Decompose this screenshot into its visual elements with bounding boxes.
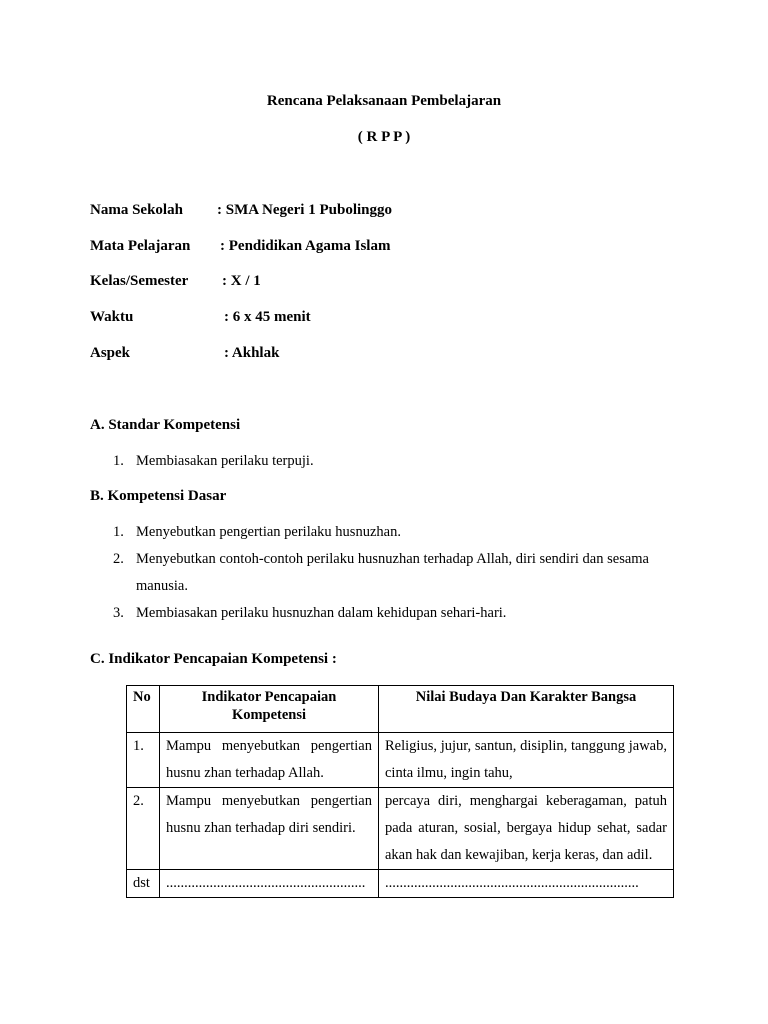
school-name-value: : SMA Negeri 1 Pubolinggo <box>217 202 392 218</box>
list-item-number: 3. <box>113 605 124 621</box>
time-value: : 6 x 45 menit <box>224 309 311 325</box>
subject-value: : Pendidikan Agama Islam <box>220 238 391 254</box>
header-values: Nilai Budaya Dan Karakter Bangsa <box>379 686 674 733</box>
table-row <box>127 788 674 870</box>
list-item-number: 1. <box>113 524 124 540</box>
aspect-label: Aspek <box>90 345 131 361</box>
indicator-table <box>126 685 674 898</box>
time-label: Waktu <box>90 309 134 325</box>
aspect-value: : Akhlak <box>224 345 280 361</box>
list-item-number: 2. <box>113 551 124 567</box>
cell-no: 1. <box>127 733 160 788</box>
section-c-heading: C. Indikator Pencapaian Kompetensi : <box>90 651 337 667</box>
header-no: No <box>127 686 160 733</box>
cell-indicator: ....................................................... <box>160 870 379 898</box>
table-header-row <box>127 686 674 733</box>
section-a-heading: A. Standar Kompetensi <box>90 417 241 433</box>
table-row <box>127 870 674 898</box>
cell-no: 2. <box>127 788 160 870</box>
document-subtitle: ( R P P ) <box>357 129 411 145</box>
cell-values: percaya diri, menghargai keberagaman, patuh pada aturan, sosial, bergaya hidup sehat, sadar akan hak dan kewajiban, kerja keras, dan adil. <box>379 788 674 870</box>
list-item-number: 1. <box>113 453 124 469</box>
header-indicator: Indikator Pencapaian Kompetensi <box>160 686 379 733</box>
subject-label: Mata Pelajaran <box>90 238 191 254</box>
cell-no: dst <box>127 870 160 898</box>
document-title: Rencana Pelaksanaan Pembelajaran <box>266 93 502 109</box>
cell-indicator: Mampu menyebutkan pengertian husnu zhan terhadap diri sendiri. <box>160 788 379 870</box>
school-name-label: Nama Sekolah <box>90 202 183 218</box>
list-item-text: Menyebutkan pengertian perilaku husnuzhan. <box>136 524 401 540</box>
class-semester-label: Kelas/Semester <box>90 273 189 289</box>
list-item-text: Menyebutkan contoh-contoh perilaku husnuzhan terhadap Allah, diri sendiri dan sesama manusia. <box>136 551 649 594</box>
cell-values: ...................................................................... <box>379 870 674 898</box>
section-b-heading: B. Kompetensi Dasar <box>90 488 227 504</box>
cell-indicator: Mampu menyebutkan pengertian husnu zhan terhadap Allah. <box>160 733 379 788</box>
table-row <box>127 733 674 788</box>
list-item-text: Membiasakan perilaku husnuzhan dalam kehidupan sehari-hari. <box>136 605 507 621</box>
cell-values: Religius, jujur, santun, disiplin, tanggung jawab, cinta ilmu, ingin tahu, <box>379 733 674 788</box>
list-item-text: Membiasakan perilaku terpuji. <box>136 453 314 469</box>
class-semester-value: : X / 1 <box>222 273 261 289</box>
